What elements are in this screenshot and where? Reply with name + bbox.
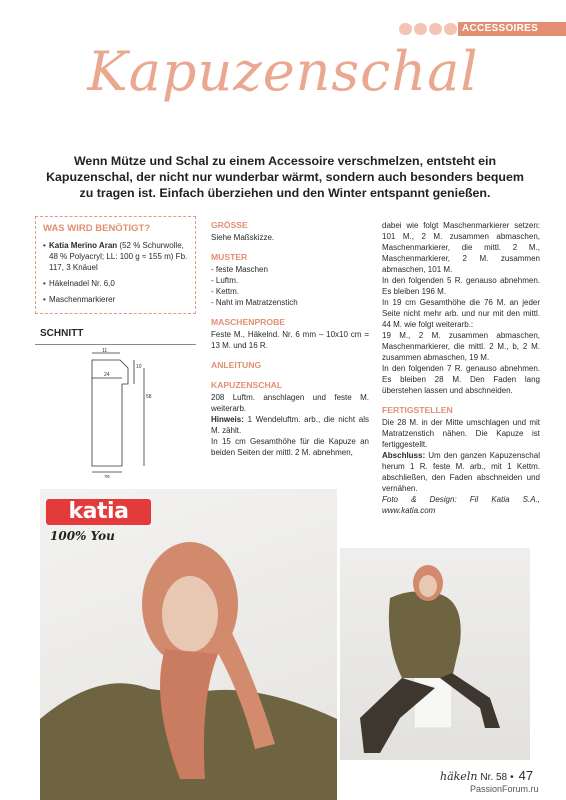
materials-item-yarn [43,240,188,273]
maschenprobe-text: Feste M., Häkelnd. Nr. 6 mm – 10x10 cm = 13 M. und 16 R. [211,330,369,350]
hinweis-label: Hinweis: [211,415,244,424]
logo-tagline: 100% You [50,529,115,543]
schnitt-diagram [72,348,162,478]
footer-bullet: • [510,772,514,783]
instruction-paragraph: 19 M., 2 M. zusammen abmaschen, Maschenmarkierer, die mittl. 2 M., b, 2 M. zusammen abmaschen, 19 M. [382,331,540,362]
section-dots [399,23,457,35]
section-label: ACCESSOIRES [458,22,566,36]
instruction-paragraph: dabei wie folgt Maschenmarkierer setzen: 101 M., 2 M. zusammen abmaschen, Maschenmarkierer, die mittl. 2 M., Maschenmarkierer, 2 M. zusammen abmaschen, 101 M. [382,221,540,274]
issue-number: Nr. 58 [480,772,508,783]
heading-anleitung: ANLEITUNG [211,360,262,370]
heading-muster: MUSTER [211,252,248,262]
schnitt-divider [35,344,196,345]
groesse-text: Siehe Maßskizze. [211,233,275,242]
katia-logo [46,499,151,549]
abschluss-paragraph [382,450,540,494]
heading-maschenprobe: MASCHENPROBE [211,317,286,327]
photo-credit: Foto & Design: Fil Katia S.A., www.katia.com [382,495,540,515]
seated-model-illustration [340,548,530,760]
section-dot [429,23,442,35]
logo-word: katia [46,499,151,525]
label-height: 58 [146,394,152,400]
label-top-right: 10 [136,364,142,370]
muster-item: - feste Maschen [211,265,268,274]
magazine-brand: häkeln [440,770,478,783]
model-photo-seated [340,548,530,760]
kapuze-text: In 15 cm Gesamthöhe für die Kapuze an beiden Seiten der mittl. 2 M. abnehmen, [211,437,369,457]
watermark-text: PassionForum.ru [470,784,539,794]
heading-groesse: GRÖSSE [211,220,248,230]
instructions-column-1 [211,220,369,458]
section-dot [414,23,427,35]
section-dot [444,23,457,35]
model-photo-main [40,489,337,800]
page-number: 47 [518,768,534,783]
materials-box [35,216,196,314]
muster-item: - Luftm. [211,276,239,285]
instruction-paragraph: In den folgenden 5 R. genauso abnehmen. Es bleiben 196 M. [382,276,540,296]
label-mid-width: 24 [104,372,110,378]
yarn-name: Katia Merino Aran [49,241,118,250]
instruction-paragraph: In den folgenden 7 R. genauso abnehmen. Es bleiben 28 M. Den Faden lang überstehen lassen und abschneiden. [382,364,540,395]
intro-text: Wenn Mütze und Schal zu einem Accessoire verschmelzen, entsteht ein Kapuzenschal, der nicht nur wunderbar wärmt, sondern auch besonders bequem zu tragen ist. Einfach überziehen und den Winter entspannt genießen. [46,154,524,200]
materials-item-marker: • Maschenmarkierer [43,294,188,305]
muster-item: - Naht im Matratzenstich [211,298,298,307]
label-bottom-width: 39 [104,475,110,478]
yarn-details: (52 % Schurwolle, 48 % Polyacryl; LL: 100 g ≈ 155 m) Fb. 117, 3 Knäuel [49,241,188,272]
label-top-width: 11 [102,348,108,354]
hinweis-paragraph [211,414,369,436]
heading-kapuzenschal: KAPUZENSCHAL [211,380,283,390]
muster-item: - Kettm. [211,287,240,296]
section-dot [399,23,412,35]
instructions-column-2 [382,220,540,516]
page-footer [440,768,533,783]
materials-title: WAS WIRD BENÖTIGT? [43,223,151,234]
abschluss-label: Abschluss: [382,451,426,460]
fertigstellen-text: Die 28 M. in der Mitte umschlagen und mit Matratzenstich nähen. Die Kapuze ist fertiggestellt. [382,418,540,449]
page-title: Kapuzenschal [87,40,479,103]
schnitt-title: SCHNITT [40,328,84,339]
kapuzenschal-text: 208 Luftm. anschlagen und feste M. weiterarb. [211,393,369,413]
materials-item-hook: • Häkelnadel Nr. 6,0 [43,278,188,289]
heading-fertigstellen: FERTIGSTELLEN [382,405,453,415]
instruction-paragraph: In 19 cm Gesamthöhe die 76 M. an jeder Seite nicht mehr arb. und nur mit den mittl. 44 M. wie folgt weiterarb.: [382,298,540,329]
abschluss-text: Um den ganzen Kapuzenschal herum 1 R. feste M. arb., mit 1 Kettm. abschließen, den Faden abschneiden und vernähen. [382,451,540,493]
materials-list [43,240,188,305]
hinweis-text: 1 Wendeluftm. arb., die nicht als M. zählt. [211,415,369,435]
